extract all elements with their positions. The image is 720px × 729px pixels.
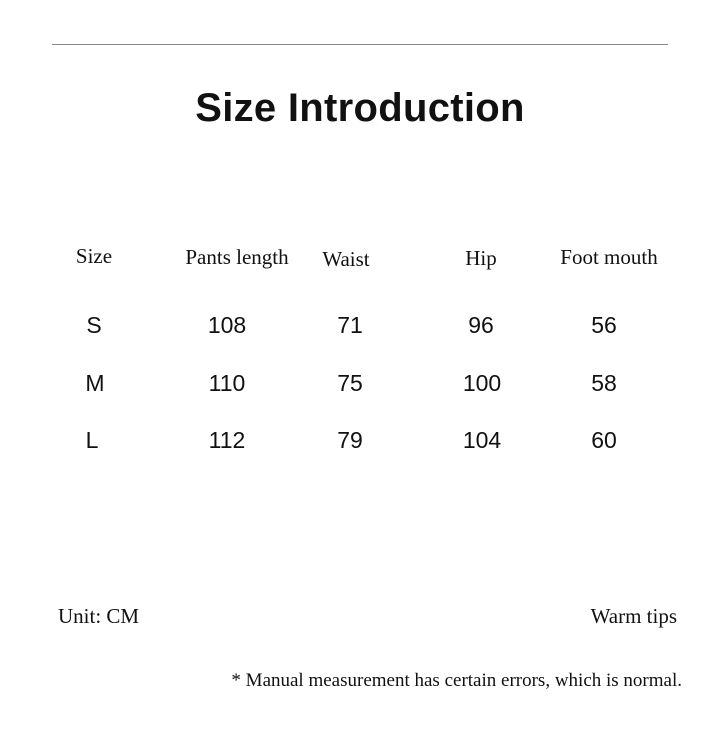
cell-foot-mouth: 60	[591, 427, 617, 453]
cell-pants-length: 112	[208, 427, 246, 453]
header-pants-length: Pants length	[185, 245, 289, 269]
page-title: Size Introduction	[195, 86, 525, 130]
unit-label: Unit: CM	[58, 604, 140, 628]
cell-foot-mouth: 58	[591, 370, 617, 396]
cell-size: L	[85, 427, 99, 453]
header-waist: Waist	[322, 247, 370, 271]
header-foot-mouth: Foot mouth	[560, 245, 658, 269]
header-size: Size	[75, 244, 113, 268]
cell-foot-mouth: 56	[591, 312, 617, 338]
warm-tips-label: Warm tips	[590, 604, 677, 628]
cell-pants-length: 108	[207, 312, 247, 338]
cell-hip: 96	[468, 312, 494, 338]
cell-waist: 75	[337, 370, 363, 396]
cell-waist: 71	[337, 312, 363, 338]
cell-hip: 100	[462, 370, 502, 396]
cell-waist: 79	[337, 427, 363, 453]
top-divider	[52, 44, 668, 45]
measurement-note: * Manual measurement has certain errors, which is normal.	[231, 670, 682, 691]
cell-size: S	[86, 312, 102, 338]
cell-size: M	[85, 370, 105, 396]
header-hip: Hip	[465, 246, 497, 270]
cell-hip: 104	[462, 427, 502, 453]
cell-pants-length: 110	[208, 370, 246, 396]
